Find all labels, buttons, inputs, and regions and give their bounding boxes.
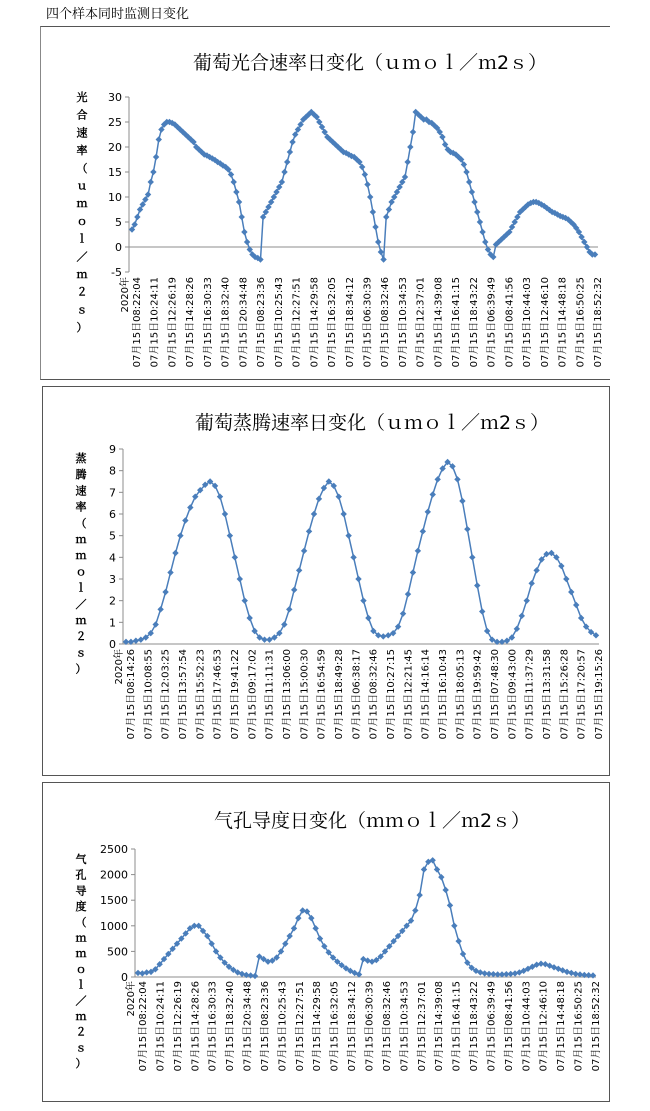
transpiration-x-tick-label: 07月15日19:15:26	[594, 649, 605, 740]
photosynthesis-x-tick-label: 07月15日12:46:10	[539, 277, 551, 368]
transpiration-x-tick-label: 07月15日08:14:26	[126, 649, 137, 740]
photosynthesis-x-tick-label: 07月15日18:43:22	[468, 277, 480, 368]
transpiration-x-tick-label: 07月15日13:31:58	[542, 649, 553, 740]
photosynthesis-data-point	[466, 179, 472, 185]
photosynthesis-data-point	[156, 136, 162, 142]
photosynthesis-data-point	[134, 214, 140, 220]
transpiration-x-tick-label: 07月15日16:10:43	[438, 649, 449, 740]
transpiration-data-point	[533, 567, 539, 573]
transpiration-x-tick-label: 07月15日08:32:46	[368, 649, 380, 740]
stomatal-conductance-data-point	[590, 972, 596, 978]
photosynthesis-data-point	[239, 214, 245, 220]
photosynthesis-data-point	[370, 209, 376, 215]
photosynthesis-series-line	[132, 112, 595, 260]
stomatal-conductance-data-point	[252, 973, 258, 979]
photosynthesis-data-point	[469, 189, 475, 195]
stomatal-conductance-data-point	[317, 935, 323, 941]
stomatal-conductance-data-point	[451, 923, 457, 929]
transpiration-data-point	[340, 511, 346, 517]
stomatal-conductance-y-axis-label: 气孔导度（ｍｍｏｌ／ｍ２ｓ）	[75, 853, 87, 1071]
transpiration-data-point	[514, 626, 520, 632]
stomatal-conductance-x-tick-label: 07月15日10:34:53	[399, 981, 411, 1072]
stomatal-conductance-x-tick-label: 07月15日10:25:43	[277, 981, 289, 1072]
stomatal-conductance-x-tick-label: 07月15日14:39:08	[434, 981, 446, 1072]
stomatal-conductance-data-point	[291, 925, 297, 931]
photosynthesis-data-point	[367, 194, 373, 200]
stomatal-conductance-data-point	[295, 915, 301, 921]
transpiration-y-tick-label: 9	[109, 443, 116, 456]
stomatal-conductance-x-tick-label: 07月15日18:43:22	[469, 981, 481, 1072]
stomatal-conductance-y-tick-label: 1500	[100, 894, 128, 908]
transpiration-data-point	[246, 615, 252, 621]
photosynthesis-data-point	[479, 229, 485, 235]
stomatal-conductance-x-tick-label: 07月15日12:27:51	[294, 981, 306, 1072]
transpiration-x-tick-label: 07月15日15:26:28	[559, 649, 571, 740]
transpiration-data-point	[350, 554, 356, 560]
photosynthesis-x-tick-label: 07月15日12:27:51	[291, 277, 303, 368]
transpiration-x-tick-label: 07月15日13:06:00	[282, 649, 293, 740]
transpiration-data-point	[217, 493, 223, 499]
stomatal-conductance-chart	[43, 783, 609, 1101]
photosynthesis-title: 葡萄光合速率日变化（ｕｍｏｌ／ｍ2ｓ）	[192, 52, 548, 74]
photosynthesis-x-tick-label: 07月15日12:26:19	[167, 277, 179, 368]
photosynthesis-x-tick-label: 07月15日14:29:58	[309, 277, 321, 368]
photosynthesis-x-tick-label: 07月15日10:24:11	[149, 277, 161, 368]
stomatal-conductance-data-point	[416, 892, 422, 898]
stomatal-conductance-x-tick-label: 07月15日10:44:03	[521, 981, 533, 1072]
stomatal-conductance-x-tick-label: 07月15日16:41:15	[451, 981, 463, 1072]
transpiration-data-point	[291, 587, 297, 593]
transpiration-data-point	[360, 597, 366, 603]
transpiration-x-year-label: 2020年	[114, 649, 125, 685]
transpiration-x-tick-label: 07月15日12:03:25	[160, 649, 172, 740]
photosynthesis-x-tick-label: 07月15日12:37:01	[415, 277, 427, 368]
photosynthesis-data-point	[153, 154, 159, 160]
transpiration-data-point	[237, 576, 243, 582]
photosynthesis-x-tick-label: 07月15日06:39:49	[486, 277, 498, 368]
transpiration-data-point	[301, 548, 307, 554]
transpiration-x-tick-label: 07月15日15:52:23	[195, 649, 207, 740]
photosynthesis-data-point	[386, 206, 392, 212]
photosynthesis-x-tick-label: 07月15日08:41:56	[504, 277, 516, 368]
transpiration-data-point	[162, 589, 168, 595]
photosynthesis-x-tick-label: 07月15日16:32:05	[327, 277, 339, 368]
photosynthesis-x-tick-label: 07月15日08:22:04	[132, 277, 143, 368]
photosynthesis-x-tick-label: 07月15日08:32:46	[380, 277, 392, 368]
transpiration-y-tick-label: 7	[109, 486, 116, 500]
photosynthesis-chart	[41, 27, 610, 379]
photosynthesis-data-point	[230, 179, 236, 185]
transpiration-data-point	[182, 517, 188, 523]
stomatal-conductance-data-point	[421, 866, 427, 872]
transpiration-x-tick-label: 07月15日11:11:31	[264, 649, 276, 740]
photosynthesis-data-point	[281, 169, 287, 175]
photosynthesis-y-tick-label: 25	[108, 116, 122, 129]
photosynthesis-data-point	[236, 199, 242, 205]
stomatal-conductance-data-point	[434, 866, 440, 872]
transpiration-data-point	[222, 511, 228, 517]
stomatal-conductance-data-point	[312, 925, 318, 931]
stomatal-conductance-chart-panel	[42, 782, 610, 1102]
transpiration-data-point	[484, 628, 490, 634]
transpiration-data-point	[434, 476, 440, 482]
stomatal-conductance-y-tick-label: 0	[121, 971, 128, 984]
transpiration-data-point	[157, 606, 163, 612]
transpiration-title: 葡萄蒸腾速率日变化（ｕｍｏｌ／ｍ2ｓ）	[194, 412, 550, 434]
transpiration-x-tick-label: 07月15日13:57:54	[178, 649, 189, 740]
transpiration-chart-panel	[42, 386, 610, 776]
stomatal-conductance-x-tick-label: 07月15日14:48:18	[556, 981, 568, 1072]
transpiration-x-tick-label: 07月15日11:37:29	[524, 649, 536, 740]
photosynthesis-data-point	[372, 224, 378, 230]
transpiration-data-point	[133, 638, 139, 644]
stomatal-conductance-data-point	[447, 902, 453, 908]
stomatal-conductance-y-tick-label: 1000	[100, 919, 128, 933]
transpiration-data-point	[232, 554, 238, 560]
photosynthesis-data-point	[289, 139, 295, 145]
transpiration-data-point	[177, 532, 183, 538]
photosynthesis-data-point	[287, 149, 293, 155]
photosynthesis-x-tick-label: 07月15日16:30:33	[202, 277, 214, 368]
photosynthesis-x-tick-label: 07月15日14:28:26	[185, 277, 197, 368]
photosynthesis-y-tick-label: 20	[108, 141, 122, 154]
stomatal-conductance-x-tick-label: 07月15日16:50:25	[573, 981, 585, 1072]
photosynthesis-x-year-label: 2020年	[120, 277, 131, 313]
stomatal-conductance-x-tick-label: 07月15日18:52:32	[591, 981, 602, 1072]
transpiration-data-point	[380, 633, 386, 639]
stomatal-conductance-x-year-label: 2020年	[126, 981, 137, 1017]
transpiration-data-point	[454, 476, 460, 482]
transpiration-x-tick-label: 07月15日09:43:00	[507, 649, 519, 740]
photosynthesis-x-tick-label: 07月15日18:32:40	[220, 277, 232, 368]
stomatal-conductance-x-tick-label: 07月15日08:32:46	[381, 981, 393, 1072]
photosynthesis-x-tick-label: 07月15日10:34:53	[397, 277, 409, 368]
transpiration-data-point	[365, 615, 371, 621]
photosynthesis-y-tick-label: 30	[108, 91, 122, 104]
transpiration-y-tick-label: 8	[109, 464, 116, 478]
photosynthesis-x-tick-label: 07月15日16:41:15	[451, 277, 463, 368]
transpiration-data-point	[405, 591, 411, 597]
photosynthesis-data-point	[375, 239, 381, 245]
photosynthesis-y-tick-label: -5	[111, 266, 122, 279]
photosynthesis-x-tick-label: 07月15日18:34:12	[344, 277, 356, 368]
transpiration-x-tick-label: 07月15日10:08:55	[143, 649, 155, 740]
stomatal-conductance-x-tick-label: 07月15日12:46:10	[538, 981, 550, 1072]
transpiration-data-point	[464, 526, 470, 532]
stomatal-conductance-data-point	[438, 874, 444, 880]
stomatal-conductance-x-tick-label: 07月15日16:32:05	[329, 981, 341, 1072]
stomatal-conductance-x-tick-label: 07月15日18:34:12	[347, 981, 359, 1072]
photosynthesis-y-axis-label: 光合速率（ｕｍｏｌ／ｍ２ｓ）	[76, 91, 88, 335]
stomatal-conductance-data-point	[460, 951, 466, 957]
transpiration-y-tick-label: 1	[109, 616, 116, 630]
stomatal-conductance-x-tick-label: 07月15日14:29:58	[312, 981, 324, 1072]
photosynthesis-y-tick-label: 15	[108, 166, 122, 179]
transpiration-x-tick-label: 07月15日17:20:57	[576, 649, 588, 740]
transpiration-x-tick-label: 07月15日19:59:42	[472, 649, 484, 740]
transpiration-data-point	[172, 550, 178, 556]
transpiration-data-point	[469, 554, 475, 560]
transpiration-data-point	[286, 606, 292, 612]
photosynthesis-data-point	[244, 239, 250, 245]
stomatal-conductance-data-point	[282, 941, 288, 947]
transpiration-x-tick-label: 07月15日12:21:45	[403, 649, 415, 740]
photosynthesis-data-point	[362, 171, 368, 177]
transpiration-x-tick-label: 07月15日10:27:15	[386, 649, 397, 740]
transpiration-data-point	[227, 532, 233, 538]
stomatal-conductance-x-tick-label: 07月15日20:34:48	[242, 981, 254, 1072]
stomatal-conductance-x-tick-label: 07月15日18:32:40	[225, 981, 237, 1072]
photosynthesis-x-tick-label: 07月15日20:34:48	[238, 277, 250, 368]
transpiration-x-tick-label: 07月15日06:38:17	[351, 649, 363, 740]
photosynthesis-x-tick-label: 07月15日18:52:32	[593, 277, 604, 368]
transpiration-chart	[43, 387, 609, 775]
transpiration-y-tick-label: 3	[109, 573, 116, 586]
photosynthesis-data-point	[233, 189, 239, 195]
photosynthesis-data-point	[284, 159, 290, 165]
transpiration-data-point	[519, 613, 525, 619]
transpiration-data-point	[420, 528, 426, 534]
transpiration-y-tick-label: 0	[109, 638, 116, 651]
stomatal-conductance-data-point	[208, 941, 214, 947]
transpiration-data-point	[410, 569, 416, 575]
photosynthesis-x-tick-label: 07月15日14:48:18	[557, 277, 569, 368]
stomatal-conductance-x-tick-label: 07月15日12:37:01	[416, 981, 428, 1072]
transpiration-x-tick-label: 07月15日17:46:53	[212, 649, 224, 740]
transpiration-data-point	[430, 491, 436, 497]
transpiration-x-tick-label: 07月15日07:48:30	[490, 649, 501, 740]
transpiration-data-point	[167, 569, 173, 575]
photosynthesis-data-point	[383, 214, 389, 220]
transpiration-data-point	[345, 532, 351, 538]
photosynthesis-data-point	[482, 239, 488, 245]
transpiration-data-point	[355, 576, 361, 582]
transpiration-x-tick-label: 07月15日18:49:28	[334, 649, 345, 740]
transpiration-x-tick-label: 07月15日19:41:22	[230, 649, 241, 740]
transpiration-data-point	[578, 615, 584, 621]
transpiration-x-tick-label: 07月15日09:17:02	[247, 649, 259, 740]
stomatal-conductance-x-tick-label: 07月15日16:30:33	[207, 981, 219, 1072]
transpiration-data-point	[316, 496, 322, 502]
photosynthesis-x-tick-label: 07月15日14:39:08	[433, 277, 445, 368]
stomatal-conductance-data-point	[412, 907, 418, 913]
photosynthesis-data-point	[378, 249, 384, 255]
stomatal-conductance-x-tick-label: 07月15日10:24:11	[155, 981, 167, 1072]
stomatal-conductance-x-tick-label: 07月15日08:22:04	[138, 981, 149, 1072]
transpiration-data-point	[152, 621, 158, 627]
transpiration-data-point	[311, 511, 317, 517]
transpiration-data-point	[242, 597, 248, 603]
photosynthesis-y-tick-label: 5	[115, 216, 122, 229]
photosynthesis-data-point	[474, 209, 480, 215]
stomatal-conductance-y-tick-label: 2500	[100, 843, 128, 856]
transpiration-data-point	[479, 608, 485, 614]
transpiration-data-point	[563, 576, 569, 582]
transpiration-data-point	[281, 621, 287, 627]
photosynthesis-data-point	[380, 256, 386, 262]
transpiration-data-point	[425, 509, 431, 515]
photosynthesis-data-point	[241, 229, 247, 235]
photosynthesis-x-tick-label: 07月15日10:44:03	[522, 277, 534, 368]
photosynthesis-data-point	[148, 179, 154, 185]
photosynthesis-data-point	[404, 159, 410, 165]
transpiration-data-point	[474, 582, 480, 588]
transpiration-data-point	[296, 567, 302, 573]
photosynthesis-x-tick-label: 07月15日06:30:39	[362, 277, 374, 368]
photosynthesis-x-tick-label: 07月15日10:25:43	[273, 277, 285, 368]
photosynthesis-chart-panel	[40, 26, 610, 380]
stomatal-conductance-x-tick-label: 07月15日14:28:26	[190, 981, 202, 1072]
stomatal-conductance-x-tick-label: 07月15日08:23:36	[259, 981, 271, 1072]
stomatal-conductance-x-tick-label: 07月15日06:30:39	[364, 981, 376, 1072]
transpiration-data-point	[187, 504, 193, 510]
transpiration-y-tick-label: 6	[109, 508, 116, 521]
transpiration-data-point	[415, 548, 421, 554]
stomatal-conductance-data-point	[442, 887, 448, 893]
photosynthesis-data-point	[463, 169, 469, 175]
transpiration-y-tick-label: 2	[109, 594, 116, 608]
transpiration-data-point	[306, 528, 312, 534]
stomatal-conductance-data-point	[286, 933, 292, 939]
photosynthesis-y-tick-label: 10	[108, 191, 122, 204]
photosynthesis-data-point	[471, 199, 477, 205]
photosynthesis-data-point	[407, 144, 413, 150]
photosynthesis-y-tick-label: 0	[115, 241, 122, 254]
photosynthesis-data-point	[364, 181, 370, 187]
photosynthesis-x-tick-label: 07月15日16:50:25	[575, 277, 587, 368]
photosynthesis-data-point	[150, 169, 156, 175]
stomatal-conductance-x-tick-label: 07月15日12:26:19	[172, 981, 184, 1072]
stomatal-conductance-title: 气孔导度日变化（ｍｍｏｌ／ｍ2ｓ）	[213, 810, 531, 832]
transpiration-data-point	[528, 580, 534, 586]
transpiration-data-point	[558, 563, 564, 569]
transpiration-x-tick-label: 07月15日14:16:14	[420, 649, 432, 740]
photosynthesis-data-point	[477, 219, 483, 225]
transpiration-x-tick-label: 07月15日16:54:59	[316, 649, 328, 740]
photosynthesis-x-tick-label: 07月15日08:23:36	[256, 277, 268, 368]
transpiration-data-point	[400, 610, 406, 616]
photosynthesis-data-point	[410, 129, 416, 135]
transpiration-y-tick-label: 4	[109, 551, 116, 565]
stomatal-conductance-x-tick-label: 07月15日08:41:56	[503, 981, 515, 1072]
stomatal-conductance-y-tick-label: 2000	[100, 868, 128, 882]
transpiration-data-point	[524, 597, 530, 603]
transpiration-data-point	[459, 498, 465, 504]
transpiration-data-point	[336, 493, 342, 499]
stomatal-conductance-x-tick-label: 07月15日06:39:49	[486, 981, 498, 1072]
page-caption: 四个样本同时监测日变化	[46, 7, 190, 22]
stomatal-conductance-data-point	[455, 938, 461, 944]
transpiration-y-axis-label: 蒸腾速率（ｍｍｏｌ／ｍ２ｓ）	[75, 452, 87, 676]
stomatal-conductance-y-tick-label: 500	[107, 945, 128, 959]
transpiration-x-tick-label: 07月15日15:00:30	[299, 649, 311, 740]
transpiration-data-point	[568, 589, 574, 595]
transpiration-data-point	[573, 602, 579, 608]
transpiration-x-tick-label: 07月15日18:05:13	[455, 649, 467, 740]
transpiration-series-line	[126, 462, 596, 642]
transpiration-y-tick-label: 5	[109, 529, 116, 543]
